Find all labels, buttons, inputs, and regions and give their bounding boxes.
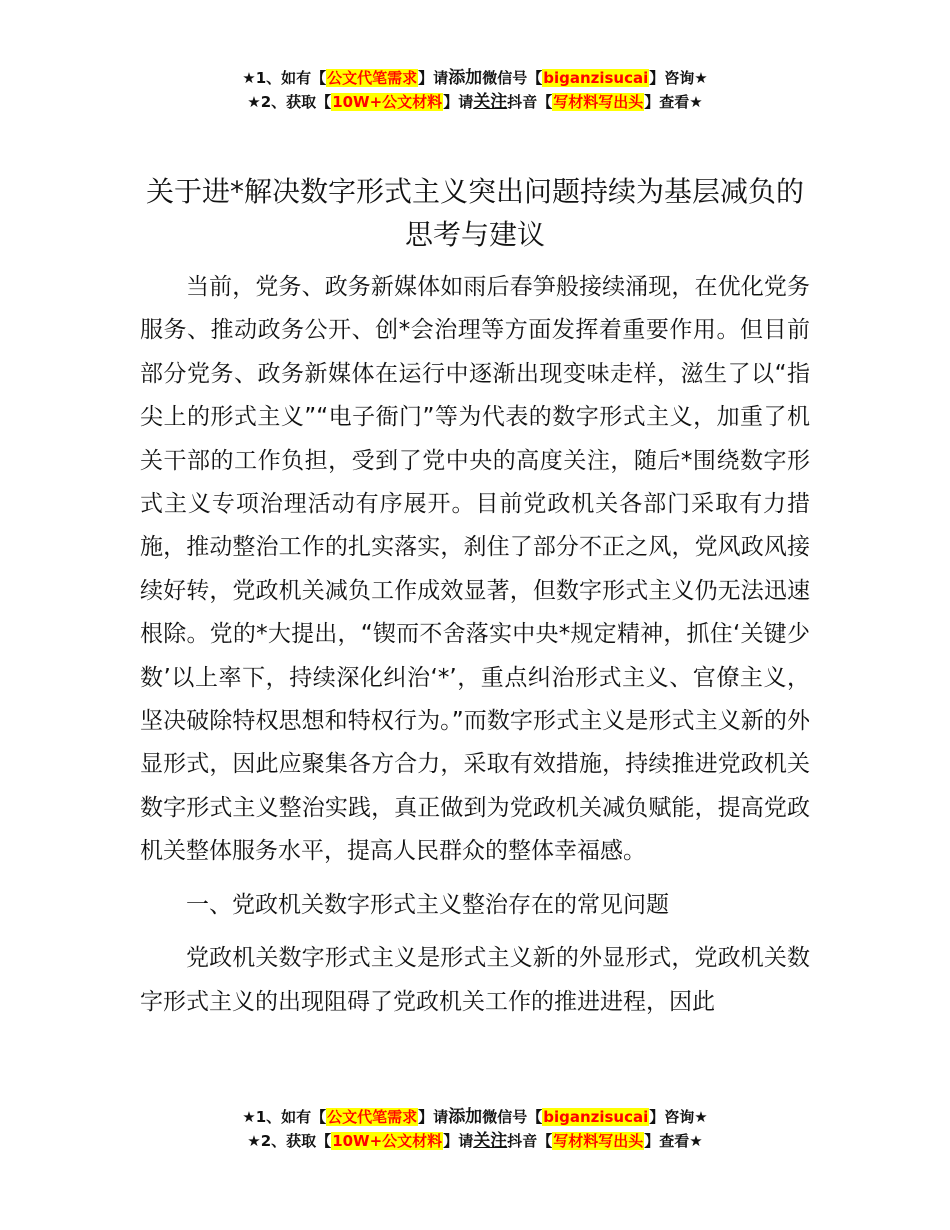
highlight-douyin: 写材料写出头 [553, 93, 644, 111]
banner-line-2 [0, 1129, 950, 1153]
section-heading: 一、党政机关数字形式主义整治存在的常见问题 [186, 891, 669, 918]
banner-line-1 [0, 1105, 950, 1129]
banner-line-2 [0, 90, 950, 114]
header-banner [0, 66, 950, 114]
highlight-materials: 10W+公文材料 [332, 1132, 443, 1150]
banner-text: 】请 [443, 93, 474, 111]
footer-banner [0, 1105, 950, 1153]
highlight-wechat-id: biganzisucai [543, 1108, 649, 1126]
banner-text: 抖音【 [507, 1132, 553, 1150]
banner-text: 关注 [473, 1131, 508, 1151]
banner-text: 】请 [443, 1132, 474, 1150]
highlight-service: 公文代笔需求 [327, 1108, 418, 1126]
highlight-douyin: 写材料写出头 [553, 1132, 644, 1150]
banner-text: ★2、获取【 [247, 1132, 332, 1150]
banner-text: 微信号【 [482, 1108, 543, 1126]
banner-text: 】咨询★ [649, 1108, 708, 1126]
banner-text: 】咨询★ [649, 69, 708, 87]
banner-text: 添加 [448, 68, 483, 88]
banner-text: 】请 [418, 1108, 449, 1126]
highlight-service: 公文代笔需求 [327, 69, 418, 87]
banner-text: 】请 [418, 69, 449, 87]
banner-text: 】查看★ [644, 93, 703, 111]
banner-line-1 [0, 66, 950, 90]
banner-text: ★1、如有【 [242, 69, 327, 87]
highlight-materials: 10W+公文材料 [332, 93, 443, 111]
body-paragraph: 当前，党务、政务新媒体如雨后春笋般接续涌现，在优化党务服务、推动政务公开、创*会治理等方面发挥着重要作用。但目前部分党务、政务新媒体在运行中逐渐出现变味走样，滋生了以“指尖上的形式主义”“电子衙门”等为代表的数字形式主义，加重了机关干部的工作负担，受到了党中央的高度关注，随后*围绕数字形式主义专项治理活动有序展开。目前党政机关各部门采取有力措施，推动整治工作的扎实落实，刹住了部分不正之风，党风政风接续好转，党政机关减负工作成效显著，但数字形式主义仍无法迅速根除。党的*大提出，“锲而不舍落实中央*规定精神，抓住‘关键少数’以上率下，持续深化纠治‘*’，重点纠治形式主义、官僚主义，坚决破除特权思想和特权行为。”而数字形式主义是形式主义新的外显形式，因此应聚集各方合力，采取有效措施，持续推进党政机关数字形式主义整治实践，真正做到为党政机关减负赋能，提高党政机关整体服务水平，提高人民群众的整体幸福感。 [140, 274, 810, 865]
banner-text: ★1、如有【 [242, 1108, 327, 1126]
body-paragraph: 党政机关数字形式主义是形式主义新的外显形式，党政机关数字形式主义的出现阻碍了党政机关工作的推进进程，因此 [140, 945, 810, 1015]
document-title: 关于进*解决数字形式主义突出问题持续为基层减负的思考与建议 [145, 175, 804, 251]
banner-text: 抖音【 [507, 93, 553, 111]
banner-text: 添加 [448, 1107, 483, 1127]
highlight-wechat-id: biganzisucai [543, 69, 649, 87]
document-body [140, 266, 810, 1024]
banner-text: 】查看★ [644, 1132, 703, 1150]
banner-text: 微信号【 [482, 69, 543, 87]
banner-text: ★2、获取【 [247, 93, 332, 111]
banner-text: 关注 [473, 92, 508, 112]
